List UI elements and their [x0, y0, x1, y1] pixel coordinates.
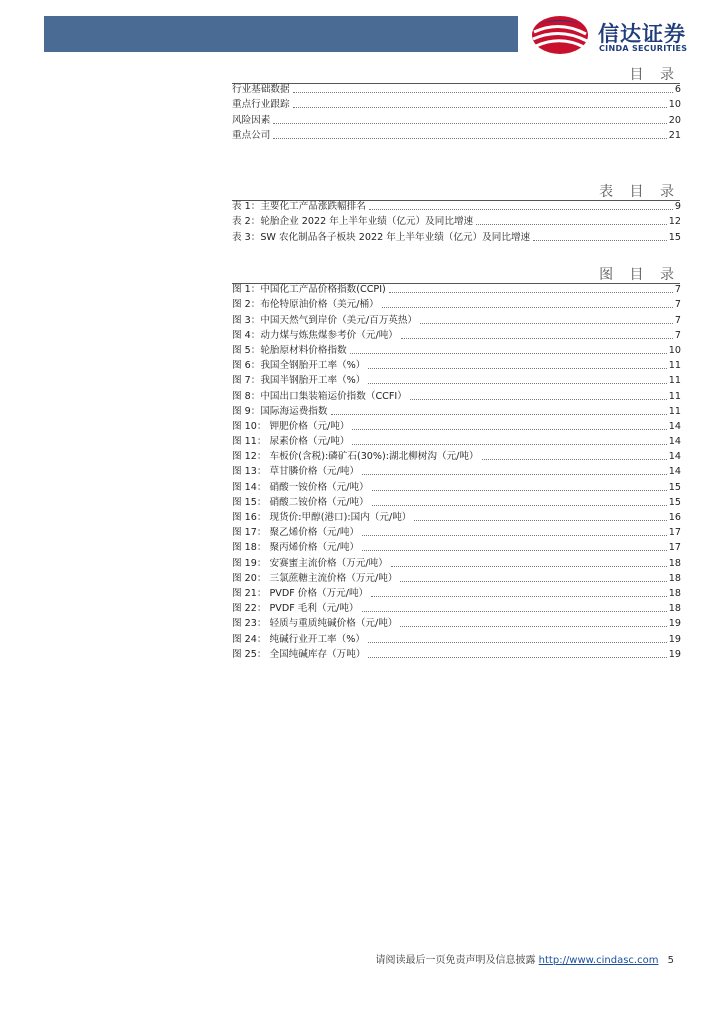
toc-label: 重点公司	[232, 129, 271, 141]
toc-label: 图 5：轮胎原材料价格指数	[232, 344, 347, 356]
toc-label: 图 17： 聚乙烯价格（元/吨）	[232, 527, 360, 539]
toc-label: 重点行业跟踪	[232, 99, 290, 111]
toc-page: 7	[674, 299, 681, 311]
toc-row[interactable]	[232, 554, 681, 569]
toc-row[interactable]	[232, 570, 681, 585]
page-footer	[375, 951, 674, 966]
toc-label: 图 8：中国出口集装箱运价指数（CCFI）	[232, 390, 407, 402]
dot-leader	[293, 107, 667, 108]
toc-page: 17	[668, 542, 681, 554]
toc-page: 19	[668, 618, 681, 630]
dot-leader	[476, 224, 667, 225]
toc-page: 9	[674, 201, 681, 213]
toc-page: 7	[674, 284, 681, 296]
toc-label: 图 6：我国全钢胎开工率（%）	[232, 360, 366, 372]
toc-label: 图 25： 全国纯碱库存（万吨）	[232, 648, 366, 660]
toc-page: 21	[668, 129, 681, 141]
toc-label: 图 12： 车板价(含税):磷矿石(30%):湖北柳树沟（元/吨）	[232, 451, 479, 463]
toc-page: 14	[668, 451, 681, 463]
page-number: 5	[667, 955, 674, 966]
toc-label: 表 3：SW 农化制品各子板块 2022 年上半年业绩（亿元）及同比增速	[232, 231, 531, 243]
toc-row[interactable]	[232, 372, 681, 387]
toc-row[interactable]	[232, 81, 681, 96]
dot-leader	[368, 383, 666, 384]
dot-leader	[372, 490, 667, 491]
header-bar	[44, 16, 518, 52]
toc-row[interactable]	[232, 585, 681, 600]
toc-page: 14	[668, 466, 681, 478]
logo-chinese-name: 信达证券	[598, 22, 686, 46]
toc-label: 行业基础数据	[232, 84, 290, 96]
toc-row[interactable]	[232, 342, 681, 357]
dot-leader	[368, 368, 666, 369]
toc-label: 图 11： 尿素价格（元/吨）	[232, 436, 350, 448]
toc-page: 19	[668, 648, 681, 660]
dot-leader	[362, 474, 667, 475]
toc-label: 图 18： 聚丙烯价格（元/吨）	[232, 542, 360, 554]
toc-row[interactable]	[232, 615, 681, 630]
cinda-logo-icon	[530, 14, 590, 56]
toc-row[interactable]	[232, 478, 681, 493]
toc-row[interactable]	[232, 111, 681, 126]
toc-page: 11	[668, 375, 681, 387]
dot-leader	[533, 240, 667, 241]
contents-title: 目 录	[629, 67, 680, 83]
toc-row[interactable]	[232, 539, 681, 554]
tables-list	[232, 198, 681, 244]
toc-page: 15	[668, 231, 681, 243]
dot-leader	[372, 505, 667, 506]
toc-page: 12	[668, 216, 681, 228]
toc-page: 18	[668, 557, 681, 569]
tables-title: 表 目 录	[599, 184, 680, 200]
dot-leader	[273, 138, 666, 139]
toc-row[interactable]	[232, 630, 681, 645]
toc-page: 18	[668, 587, 681, 599]
toc-label: 表 2：轮胎企业 2022 年上半年业绩（亿元）及同比增速	[232, 216, 474, 228]
toc-page: 20	[668, 114, 681, 126]
dot-leader	[362, 611, 667, 612]
toc-label: 图 2：布伦特原油价格（美元/桶）	[232, 299, 379, 311]
toc-page: 11	[668, 390, 681, 402]
toc-label: 图 3：中国天然气到岸价（美元/百万英热）	[232, 314, 418, 326]
toc-row[interactable]	[232, 494, 681, 509]
toc-row[interactable]	[232, 418, 681, 433]
dot-leader	[400, 626, 666, 627]
dot-leader	[389, 292, 673, 293]
toc-label: 风险因素	[232, 114, 271, 126]
toc-row[interactable]	[232, 463, 681, 478]
toc-page: 16	[668, 512, 681, 523]
toc-page: 17	[668, 527, 681, 539]
dot-leader	[362, 535, 667, 536]
toc-row[interactable]	[232, 448, 681, 463]
toc-label: 图 24： 纯碱行业开工率（%）	[232, 633, 365, 645]
dot-leader	[352, 429, 666, 430]
website-link[interactable]: http://www.cindasc.com	[538, 955, 659, 966]
toc-row[interactable]	[232, 403, 681, 418]
dot-leader	[368, 657, 666, 658]
toc-page: 15	[668, 496, 681, 508]
dot-leader	[414, 520, 666, 521]
toc-row[interactable]	[232, 646, 681, 661]
dot-leader	[352, 444, 666, 445]
toc-page: 15	[668, 481, 681, 493]
toc-row[interactable]	[232, 327, 681, 342]
dot-leader	[391, 566, 667, 567]
toc-row[interactable]	[232, 311, 681, 326]
company-logo	[530, 14, 710, 56]
dot-leader	[401, 338, 673, 339]
toc-row[interactable]	[232, 600, 681, 615]
toc-page: 14	[668, 436, 681, 448]
toc-page: 14	[668, 420, 681, 432]
dot-leader	[369, 209, 673, 210]
toc-row[interactable]	[232, 296, 681, 311]
figures-list	[232, 281, 681, 661]
toc-label: 图 20： 三氯蔗糖主流价格（万元/吨）	[232, 572, 398, 584]
toc-page: 10	[668, 344, 681, 356]
toc-row[interactable]	[232, 281, 681, 296]
dot-leader	[362, 550, 667, 551]
toc-label: 图 22： PVDF 毛利（元/吨）	[232, 603, 359, 615]
toc-page: 10	[668, 99, 681, 111]
figures-title: 图 目 录	[599, 267, 680, 283]
dot-leader	[293, 92, 673, 93]
toc-page: 18	[668, 603, 681, 615]
toc-page: 18	[668, 572, 681, 584]
contents-list	[232, 81, 681, 142]
toc-label: 图 23： 轻质与重质纯碱价格（元/吨）	[232, 618, 398, 630]
toc-label: 图 7：我国半钢胎开工率（%）	[232, 375, 366, 387]
toc-row[interactable]	[232, 509, 681, 524]
toc-label: 表 1：主要化工产品涨跌幅排名	[232, 201, 366, 213]
dot-leader	[410, 399, 667, 400]
toc-row[interactable]	[232, 524, 681, 539]
toc-page: 19	[668, 633, 681, 645]
toc-label: 图 9：国际海运费指数	[232, 405, 328, 417]
toc-page: 7	[674, 329, 681, 341]
disclaimer-text: 请阅读最后一页免责声明及信息披露	[375, 955, 536, 966]
toc-row[interactable]	[232, 433, 681, 448]
toc-row[interactable]	[232, 387, 681, 402]
toc-label: 图 16： 现货价:甲醇(港口):国内（元/吨）	[232, 512, 412, 523]
dot-leader	[368, 642, 667, 643]
toc-row[interactable]	[232, 357, 681, 372]
toc-page: 7	[674, 314, 681, 326]
logo-english-name: CINDA SECURITIES	[599, 44, 688, 53]
toc-page: 11	[668, 405, 681, 417]
toc-label: 图 4：动力煤与炼焦煤参考价（元/吨）	[232, 329, 398, 341]
toc-label: 图 19： 安赛蜜主流价格（万元/吨）	[232, 557, 388, 569]
toc-label: 图 13： 草甘膦价格（元/吨）	[232, 466, 360, 478]
toc-row[interactable]	[232, 127, 681, 142]
toc-page: 6	[674, 84, 681, 96]
toc-row[interactable]	[232, 198, 681, 213]
dot-leader	[420, 323, 673, 324]
dot-leader	[382, 307, 673, 308]
dot-leader	[273, 123, 666, 124]
toc-label: 图 10： 钾肥价格（元/吨）	[232, 420, 350, 432]
toc-row[interactable]	[232, 96, 681, 111]
dot-leader	[400, 581, 666, 582]
dot-leader	[371, 596, 667, 597]
toc-label: 图 15： 硝酸二铵价格（元/吨）	[232, 496, 369, 508]
toc-label: 图 14： 硝酸一铵价格（元/吨）	[232, 481, 369, 493]
dot-leader	[482, 459, 667, 460]
toc-row[interactable]	[232, 228, 681, 243]
dot-leader	[350, 353, 667, 354]
toc-page: 11	[668, 360, 681, 372]
toc-label: 图 21： PVDF 价格（万元/吨）	[232, 587, 369, 599]
toc-label: 图 1：中国化工产品价格指数(CCPI)	[232, 284, 386, 296]
dot-leader	[331, 414, 667, 415]
toc-row[interactable]	[232, 213, 681, 228]
